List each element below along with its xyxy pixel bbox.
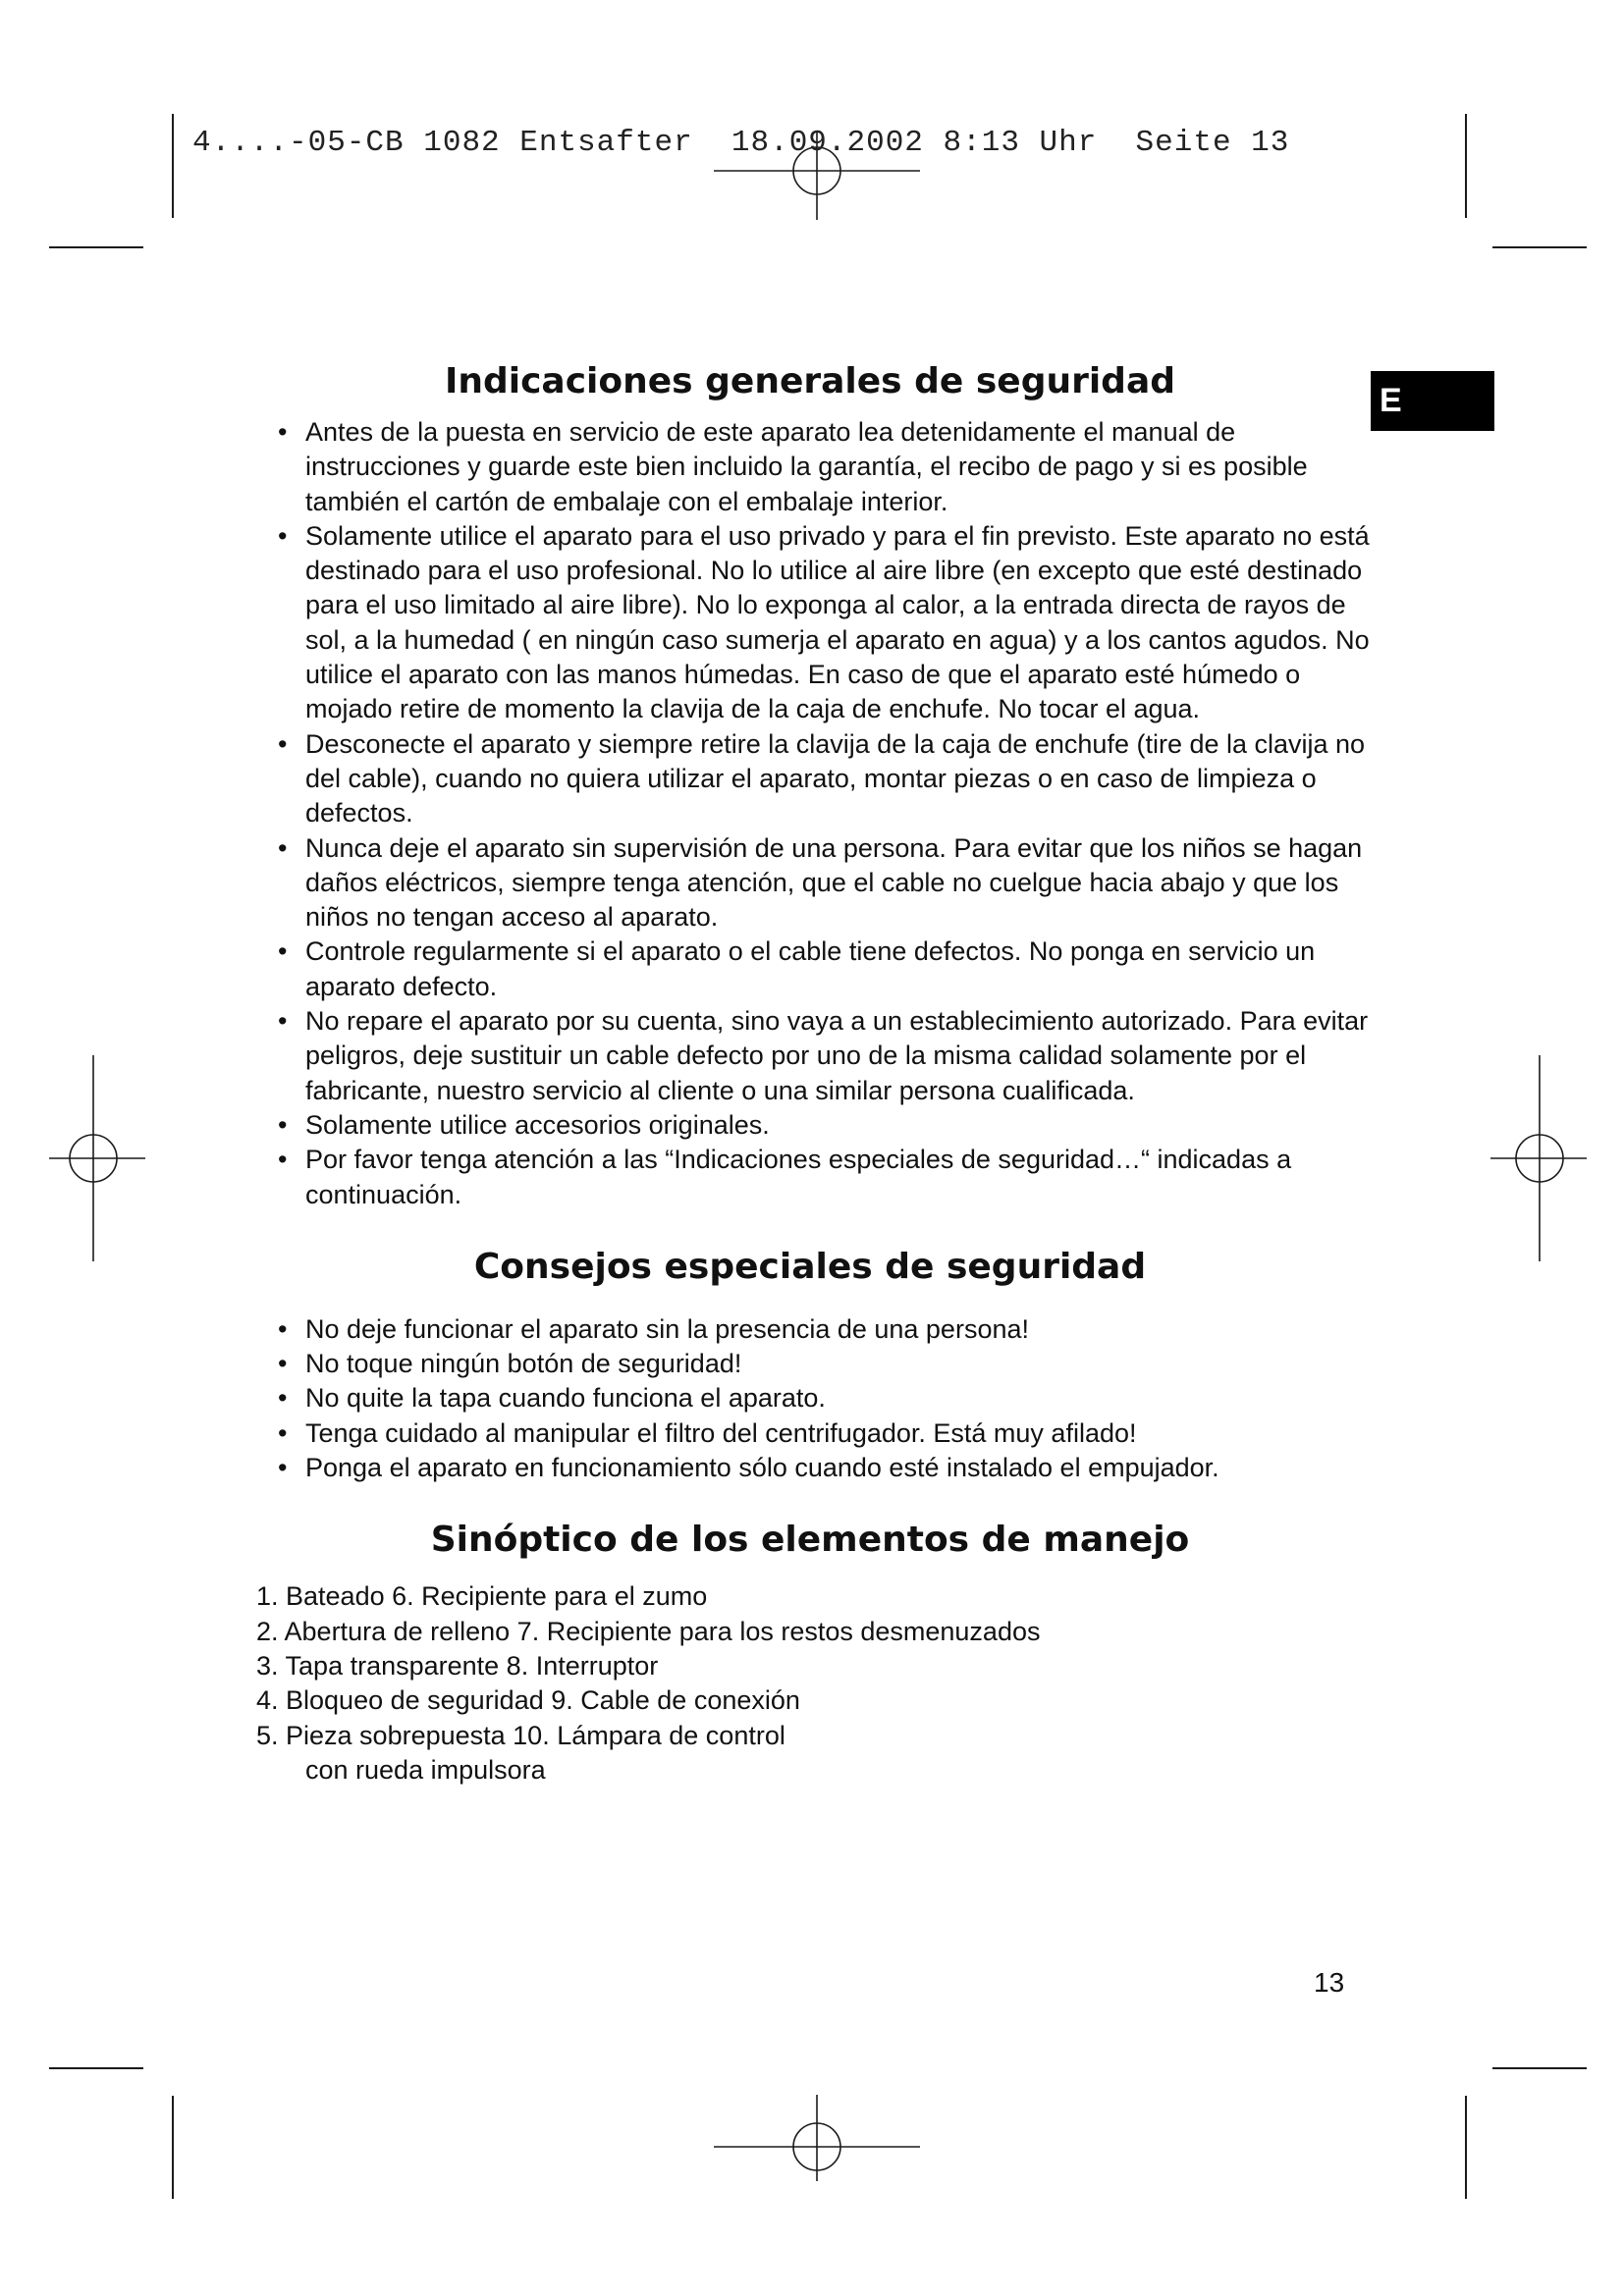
list-item — [250, 1004, 1370, 1108]
list-item-text: Nunca deje el aparato sin supervisión de una persona. Para evitar que los niños se hagan daños eléctricos, siempre tenga atención, que el cable no cuelgue hacia abajo y que los niños no tengan acceso al aparato. — [305, 832, 1363, 933]
list-item — [250, 1143, 1370, 1212]
list-item-text: con rueda impulsora — [305, 1754, 546, 1785]
bullet-icon: • — [278, 832, 288, 863]
list-item-text: No deje funcionar el aparato sin la presencia de una persona! — [305, 1313, 1029, 1344]
page-number: 13 — [1314, 1967, 1345, 1998]
list-item — [250, 1381, 1370, 1415]
list-item-text: No quite la tapa cuando funciona el aparato. — [305, 1383, 826, 1414]
list-item — [250, 1108, 1370, 1143]
language-tab: E — [1371, 371, 1494, 431]
list-item-text: Solamente utilice el aparato para el uso privado y para el fin previsto. Este aparato no está destinado para el uso profesional. No lo utilice al aire libre (en excepto que esté destinado para el uso limitado al aire libre). No lo exponga al calor, a la entrada directa de rayos de sol, a la humedad ( en ningún caso sumerja el aparato en agua) y a los cantos agudos. No utilice el aparato con las manos húmedas. En caso de que el aparato esté húmedo o mojado retire de momento la clavija de la caja de enchufe. No tocar el agua. — [305, 520, 1370, 724]
list-item: 5. Pieza sobrepuesta 10. Lámpara de control — [256, 1720, 785, 1750]
list-item-text: Ponga el aparato en funcionamiento sólo cuando esté instalado el empujador. — [305, 1453, 1219, 1483]
registration-mark-bottom — [714, 2095, 920, 2181]
bullet-icon: • — [278, 936, 288, 967]
special-safety-list — [250, 1312, 1370, 1485]
general-safety-list — [250, 415, 1370, 1212]
list-item — [250, 1347, 1370, 1381]
list-item-text: No repare el aparato por su cuenta, sino vaya a un establecimiento autorizado. Para evitar peligros, deje sustituir un cable defecto por uno de la misma calidad solamente por el fabricante, nuestro servicio al cliente o una similar persona cualificada. — [305, 1006, 1369, 1105]
bullet-icon: • — [278, 728, 288, 759]
list-item-text: Controle regularmente si el aparato o el cable tiene defectos. No ponga en servicio un aparato defecto. — [305, 936, 1316, 1001]
bullet-icon: • — [278, 1145, 288, 1175]
list-item — [250, 934, 1370, 1004]
list-item: 4. Bloqueo de seguridad 9. Cable de conexión — [256, 1685, 800, 1716]
list-item — [250, 1312, 1370, 1347]
list-item: 3. Tapa transparente 8. Interruptor — [256, 1650, 659, 1681]
list-item-text: Por favor tenga atención a las “Indicaciones especiales de seguridad…“ indicadas a continuación. — [305, 1145, 1292, 1209]
list-item — [250, 831, 1370, 935]
general-safety-heading: Indicaciones generales de seguridad — [444, 361, 1176, 401]
list-item — [250, 415, 1370, 519]
bullet-icon: • — [278, 1109, 288, 1140]
bullet-icon: • — [278, 1453, 288, 1483]
list-item-text: Tenga cuidado al manipular el filtro del centrifugador. Está muy afilado! — [305, 1417, 1137, 1448]
bullet-icon: • — [278, 1417, 288, 1448]
list-item: 2. Abertura de relleno 7. Recipiente para los restos desmenuzados — [256, 1616, 1041, 1646]
list-item-continuation — [250, 1753, 1370, 1788]
bullet-icon: • — [278, 520, 288, 551]
controls-overview-heading: Sinóptico de los elementos de manejo — [430, 1520, 1190, 1561]
special-safety-heading: Consejos especiales de seguridad — [473, 1246, 1147, 1287]
list-item-text: Desconecte el aparato y siempre retire la clavija de la caja de enchufe (tire de la clavija no del cable), cuando no quiera utilizar el aparato, montar piezas o en caso de limpieza o defectos. — [305, 728, 1366, 828]
bullet-icon: • — [278, 1006, 288, 1037]
list-item — [250, 1451, 1370, 1485]
controls-overview-list — [250, 1579, 1370, 1788]
registration-mark-right — [1490, 1055, 1587, 1261]
bullet-icon: • — [278, 1313, 288, 1344]
registration-mark-left — [49, 1055, 145, 1261]
list-item-text: No toque ningún botón de seguridad! — [305, 1349, 742, 1379]
page-content — [250, 358, 1370, 1788]
list-item — [250, 519, 1370, 727]
list-item-text: Antes de la puesta en servicio de este aparato lea detenidamente el manual de instrucciones y guarde este bien incluido la garantía, el recibo de pago y si es posible también el cartón de embalaje con el embalaje interior. — [305, 417, 1308, 516]
list-item-text: Solamente utilice accesorios originales. — [305, 1109, 770, 1140]
bullet-icon: • — [278, 1383, 288, 1414]
list-item: 1. Bateado 6. Recipiente para el zumo — [256, 1581, 708, 1612]
bullet-icon: • — [278, 1349, 288, 1379]
list-item — [250, 1416, 1370, 1451]
list-item — [250, 727, 1370, 831]
bullet-icon: • — [278, 417, 288, 447]
print-header-slug: 4....-05-CB 1082 Entsafter 18.09.2002 8:13 Uhr Seite 13 — [192, 126, 1290, 160]
